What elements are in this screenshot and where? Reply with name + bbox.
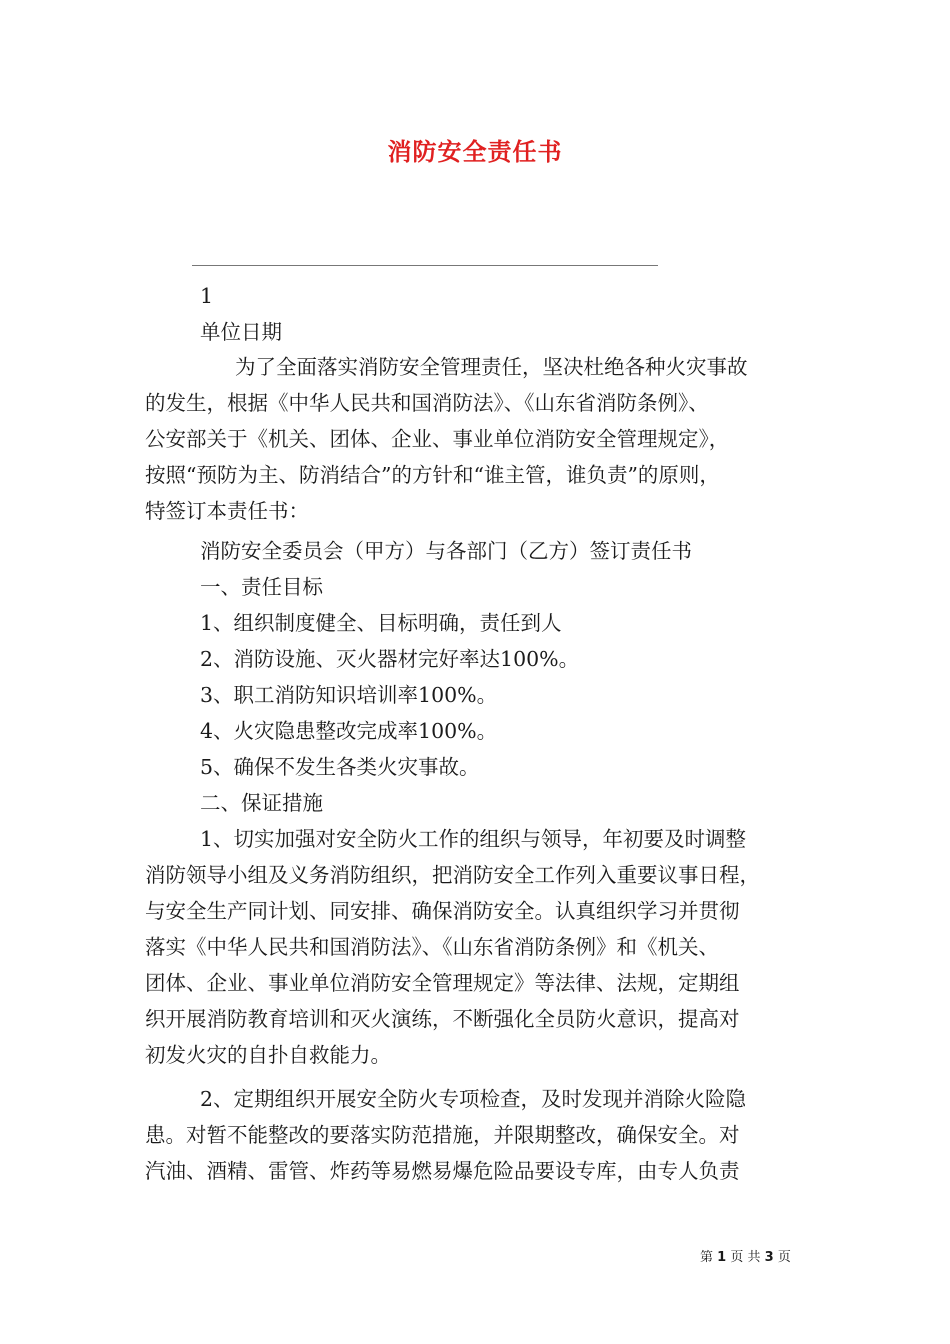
goal-item: 4、火灾隐患整改完成率100%。 [200,719,498,743]
footer-current-page: 1 [717,1250,727,1265]
measure2-line: 2、定期组织开展安全防火专项检查，及时发现并消除火险隐 [200,1087,747,1111]
unit-date-line: 单位日期 [200,320,282,344]
measure1-line: 织开展消防教育培训和灭火演练，不断强化全员防火意识，提高对 [145,1007,740,1031]
section-heading-goals: 一、责任目标 [200,575,323,599]
measure1-line: 消防领导小组及义务消防组织，把消防安全工作列入重要议事日程， [145,863,760,887]
goal-item: 2、消防设施、灭火器材完好率达100%。 [200,647,580,671]
intro-line: 为了全面落实消防安全管理责任，坚决杜绝各种火灾事故 [235,355,748,379]
goal-item: 3、职工消防知识培训率100%。 [200,683,498,707]
footer-prefix: 第 [700,1250,714,1265]
footer-middle: 页 共 [730,1250,761,1265]
goal-item: 1、组织制度健全、目标明确，责任到人 [200,611,562,635]
page-footer [700,1246,791,1265]
intro-line: 按照“预防为主、防消结合”的方针和“谁主管，谁负责”的原则， [145,463,720,487]
measure1-line: 团体、企业、事业单位消防安全管理规定》等法律、法规，定期组 [145,971,740,995]
section-heading-measures: 二、保证措施 [200,791,323,815]
document-title: 消防安全责任书 [387,137,563,166]
measure2-line: 患。对暂不能整改的要落实防范措施，并限期整改，确保安全。对 [145,1123,740,1147]
page-number-line: 1 [200,284,214,308]
measure1-line: 落实《中华人民共和国消防法》、《山东省消防条例》和《机关、 [145,935,719,959]
intro-line: 公安部关于《机关、团体、企业、事业单位消防安全管理规定》， [145,427,730,451]
goal-item: 5、确保不发生各类火灾事故。 [200,755,480,779]
intro-line: 的发生，根据《中华人民共和国消防法》、《山东省消防条例》、 [145,391,709,415]
intro-line: 特签订本责任书： [145,499,309,523]
measure1-line: 1、切实加强对安全防火工作的组织与领导，年初要及时调整 [200,827,747,851]
measure1-line: 初发火灾的自扑自救能力。 [145,1043,391,1067]
parties-line: 消防安全委员会（甲方）与各部门（乙方）签订责任书 [200,539,692,563]
footer-suffix: 页 [777,1250,791,1265]
separator-line [192,265,658,266]
measure1-line: 与安全生产同计划、同安排、确保消防安全。认真组织学习并贯彻 [145,899,740,923]
footer-total-pages: 3 [764,1250,774,1265]
measure2-line: 汽油、酒精、雷管、炸药等易燃易爆危险品要设专库，由专人负责 [145,1159,740,1183]
